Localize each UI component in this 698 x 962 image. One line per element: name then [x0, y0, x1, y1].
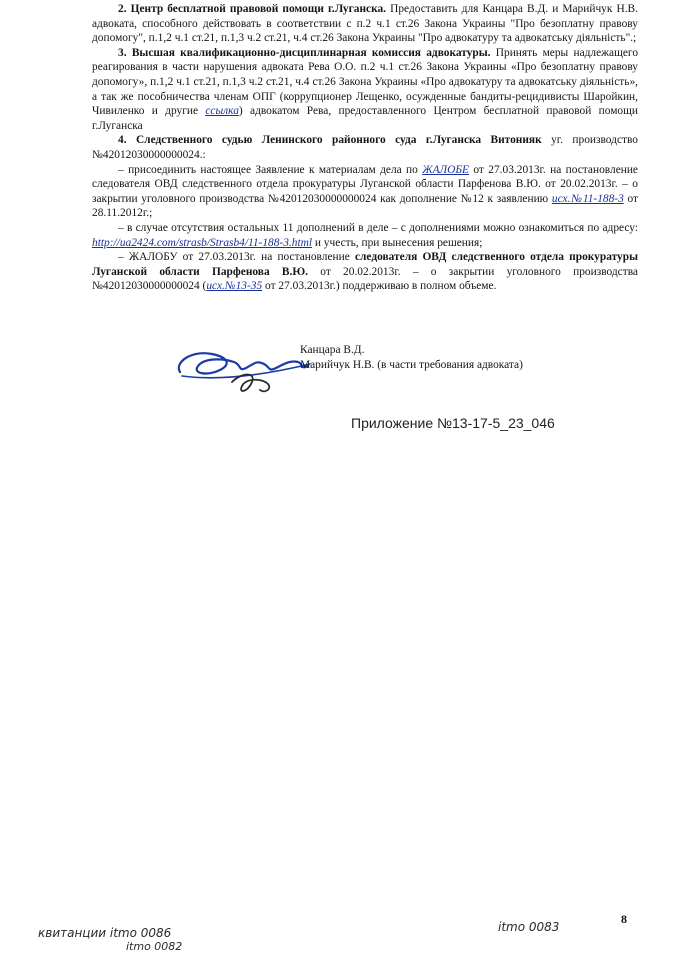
- complaint-link[interactable]: ЖАЛОБЕ: [422, 163, 470, 176]
- section-2: [92, 2, 638, 46]
- section-3: [92, 46, 638, 134]
- item-3-bold: следователя ОВД следственного отдела прокуратуры Луганской области Парфенова В.Ю.: [92, 251, 638, 278]
- handwritten-note-right: itmo 0083: [498, 920, 560, 934]
- item-1-text-b: от 27.03.2013г. на постановление следователя ОВД следственного отдела прокуратуры Луганской области Парфенова В.Ю. от 20.02.2013г. – о закрытии уголовного производства №42012030000000024 как дополнение №12 к заявлению: [92, 163, 638, 205]
- handwritten-note-left-1: квитанции itmo 0086: [38, 926, 172, 940]
- section-2-heading: 2. Центр бесплатной правовой помощи г.Луганска.: [118, 3, 387, 15]
- section-3-body-b: ) адвокатом Рева, предоставленного Центром бесплатной правовой помощи г.Луганска: [92, 105, 638, 132]
- item-2-text-a: – в случае отсутствия остальных 11 дополнений в деле – с дополнениями можно ознакомиться по адресу:: [118, 221, 638, 234]
- outgoing-ref-link-2[interactable]: исх.№13-35: [206, 280, 263, 293]
- item-3-text-c: от 27.03.2013г.) поддерживаю в полном объеме.: [262, 280, 497, 293]
- url-link[interactable]: http://ua2424.com/strasb/Strasb4/11-188-3.html: [92, 236, 313, 249]
- page-number: 8: [621, 912, 627, 926]
- section-3-link[interactable]: ссылка: [205, 105, 239, 118]
- section-3-heading: 3. Высшая квалификационно-дисциплинарная комиссия адвокатуры.: [118, 46, 491, 59]
- item-3-text-b: от 20.02.2013г. – о закрытии уголовного производства №42012030000000024 (: [92, 265, 638, 293]
- letter-body: [92, 2, 638, 294]
- appendix-label: Приложение №13-17-5_23_046: [351, 415, 555, 431]
- section-4-heading: 4. Следственного судью Ленинского районного суда г.Луганска Витонияк: [118, 134, 542, 147]
- handwritten-note-left-2: itmo 0082: [126, 940, 183, 953]
- section-4-item-2: [92, 221, 638, 250]
- item-1-text-a: – присоединить настоящее Заявление к материалам дела по: [118, 163, 423, 176]
- item-1-text-c: от 28.11.2012г.;: [92, 192, 639, 220]
- section-4: [92, 133, 638, 162]
- section-4-item-3: [92, 250, 638, 294]
- item-2-text-b: и учесть, при вынесения решения;: [312, 236, 483, 249]
- signer-1-name: Канцара В.Д.: [300, 344, 365, 356]
- signer-2-name: Марийчук Н.В. (в части требования адвоката): [300, 359, 523, 371]
- signature-block: [172, 342, 622, 402]
- section-4-heading-tail: уг. производство №42012030000000024.:: [92, 134, 638, 161]
- outgoing-ref-link[interactable]: исх.№11-188-3: [551, 192, 624, 205]
- section-3-body-a: Принять меры надлежащего реагирования в части нарушения адвоката Рева О.О. п.2 ч.1 ст.26 Закона Украины «Про безоплатну правову допомогу», п.1,2 ч.1 ст.21, п.1,3 ч.2 ст.21, ч.4 ст.26 Закона Украины «Про адвокатуру та адвокатську діяльність», а так же пособничества членам ОПГ (коррупционер Лещенко, осужденные бандиты-рецидивисты Шаройкин, Чивиленко и другие: [92, 46, 639, 118]
- section-4-item-1: [92, 163, 638, 221]
- item-3-text-a: – ЖАЛОБУ от 27.03.2013г. на постановление: [118, 251, 355, 264]
- section-2-body: Предоставить для Канцара В.Д. и Марийчук Н.В. адвоката, способного действовать в соответствии с п.2 ч.1 ст.26 Закона Украины "Про безоплатну правову допомогу", п.1,2 ч.1 ст.21, п.1,3 ч.2 ст.21, ч.4 ст.26 Закона Украины "Про адвокатуру та адвокатську діяльність".;: [92, 3, 638, 45]
